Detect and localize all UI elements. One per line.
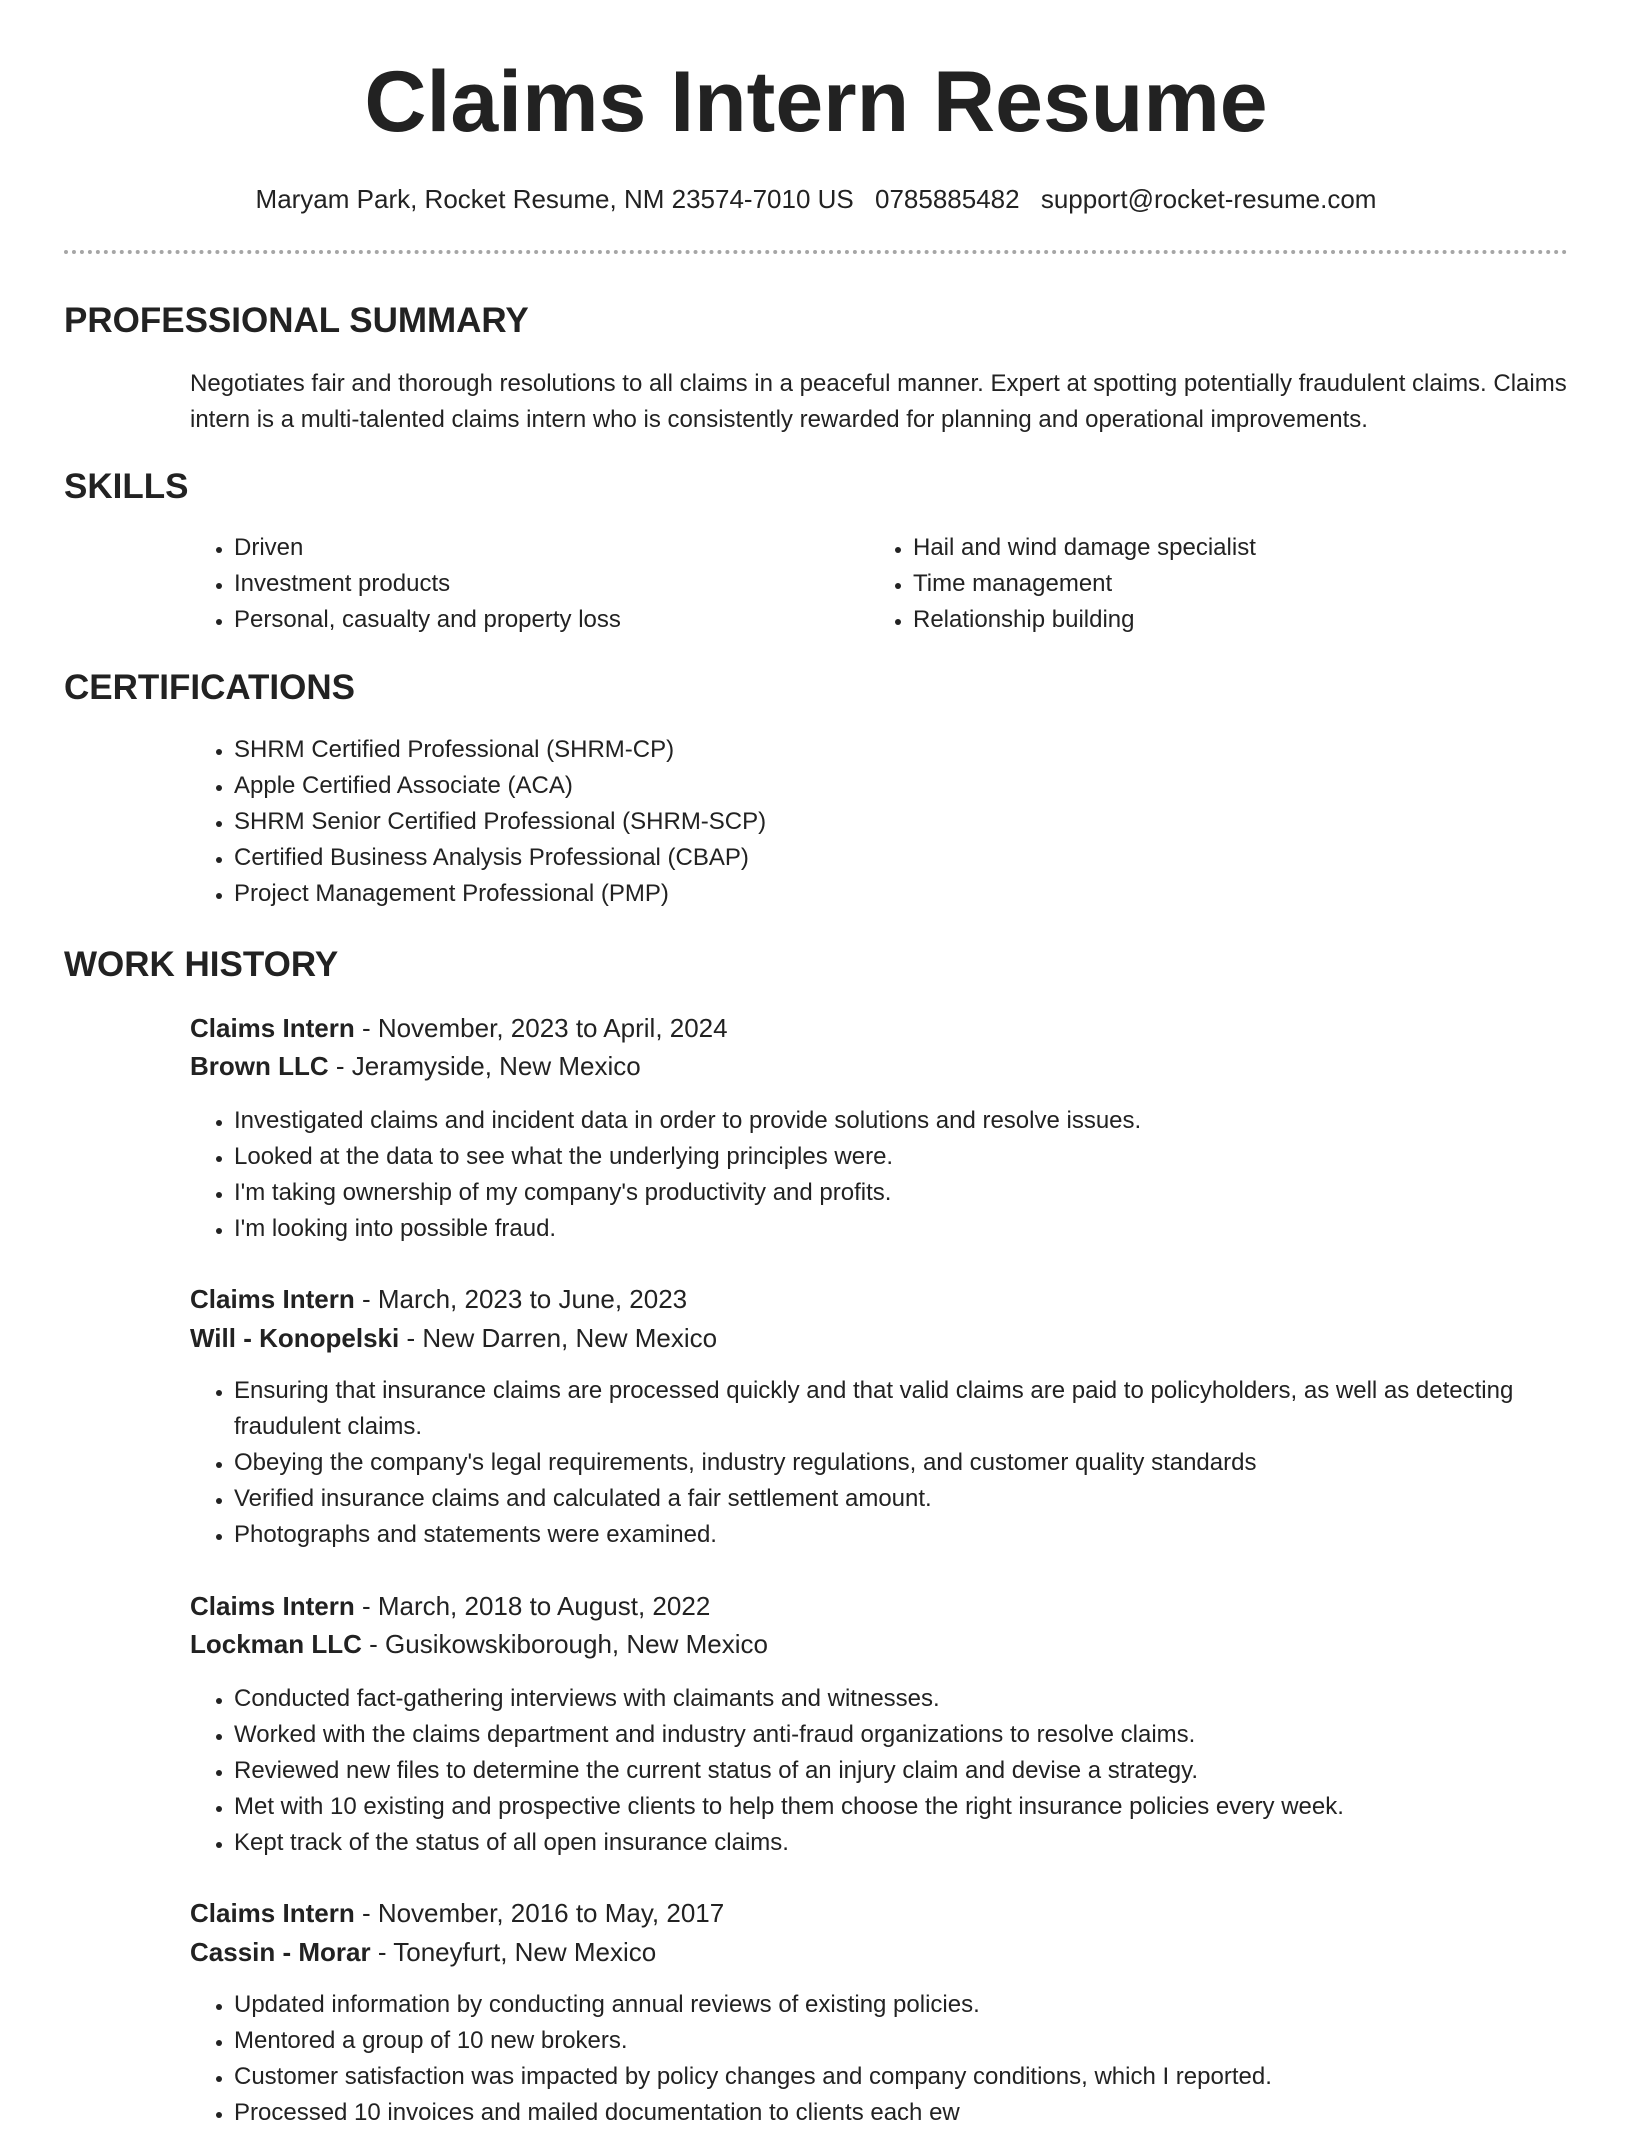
work-history-heading: WORK HISTORY [64, 945, 339, 984]
job-role: Claims Intern [190, 1898, 355, 1928]
list-item: • Ensuring that insurance claims are processed quickly and that valid claims are paid to policyholders, as well as detecting fraudulent claims. [234, 1373, 1614, 1445]
list-item: • Kept track of the status of all open insurance claims. [234, 1825, 1614, 1861]
job-company: Brown LLC [190, 1051, 329, 1081]
summary-heading: PROFESSIONAL SUMMARY [64, 301, 529, 340]
list-item: • Verified insurance claims and calculated a fair settlement amount. [234, 1481, 1614, 1517]
header-divider [64, 250, 1568, 254]
list-item: • Personal, casualty and property loss [234, 602, 874, 638]
job-company-line [190, 1626, 768, 1662]
certifications-heading: CERTIFICATIONS [64, 668, 356, 707]
list-item: • Obeying the company's legal requirements, industry regulations, and customer quality standards [234, 1445, 1614, 1481]
skills-list-right [869, 530, 1593, 638]
certifications-list [190, 732, 1534, 912]
job-company: Lockman LLC [190, 1629, 362, 1659]
skills-list-left [190, 530, 874, 638]
list-item: • Customer satisfaction was impacted by policy changes and company conditions, which I reported. [234, 2059, 1614, 2095]
job-role: Claims Intern [190, 1591, 355, 1621]
list-item: • Reviewed new files to determine the current status of an injury claim and devise a strategy. [234, 1753, 1614, 1789]
contact-line [0, 182, 1632, 216]
contact-address: Maryam Park, Rocket Resume, NM 23574-7010 US [255, 184, 854, 214]
job-bullets [190, 1681, 1614, 1861]
job-dates: - November, 2023 to April, 2024 [354, 1013, 728, 1043]
list-item: • Photographs and statements were examined. [234, 1517, 1614, 1553]
list-item: • Investigated claims and incident data in order to provide solutions and resolve issues. [234, 1103, 1614, 1139]
job-title-line [190, 1010, 728, 1046]
list-item: • Investment products [234, 566, 874, 602]
list-item: • Apple Certified Associate (ACA) [234, 768, 1534, 804]
contact-email: support@rocket-resume.com [1040, 184, 1377, 214]
list-item: • Time management [913, 566, 1593, 602]
list-item: • Conducted fact-gathering interviews with claimants and witnesses. [234, 1681, 1614, 1717]
list-item: • SHRM Certified Professional (SHRM-CP) [234, 732, 1534, 768]
job-bullets [190, 1373, 1614, 1553]
job-company-line [190, 1048, 641, 1084]
job-location: - Gusikowskiborough, New Mexico [361, 1629, 768, 1659]
list-item: • Certified Business Analysis Professional (CBAP) [234, 840, 1534, 876]
job-dates: - November, 2016 to May, 2017 [354, 1898, 725, 1928]
job-location: - Jeramyside, New Mexico [328, 1051, 641, 1081]
job-title-line [190, 1588, 710, 1624]
job-role: Claims Intern [190, 1284, 355, 1314]
contact-phone: 0785885482 [875, 184, 1020, 214]
job-company: Will - Konopelski [190, 1323, 400, 1353]
summary-text: Negotiates fair and thorough resolutions to all claims in a peaceful manner. Expert at spotting potentially fraudulent claims. Claims intern is a multi-talented claims intern who is consistently rewarded for planning and operational improvements. [190, 370, 1567, 433]
list-item: • Hail and wind damage specialist [913, 530, 1593, 566]
job-dates: - March, 2018 to August, 2022 [354, 1591, 711, 1621]
job-location: - Toneyfurt, New Mexico [370, 1937, 657, 1967]
job-location: - New Darren, New Mexico [399, 1323, 718, 1353]
job-role: Claims Intern [190, 1013, 355, 1043]
job-company-line [190, 1934, 656, 1970]
job-company-line [190, 1320, 717, 1356]
job-dates: - March, 2023 to June, 2023 [354, 1284, 688, 1314]
list-item: • Looked at the data to see what the underlying principles were. [234, 1139, 1614, 1175]
list-item: • Mentored a group of 10 new brokers. [234, 2023, 1614, 2059]
list-item: • Relationship building [913, 602, 1593, 638]
job-title-line [190, 1281, 687, 1317]
job-company: Cassin - Morar [190, 1937, 371, 1967]
list-item: • Met with 10 existing and prospective clients to help them choose the right insurance policies every week. [234, 1789, 1614, 1825]
list-item: • Driven [234, 530, 874, 566]
list-item: • Processed 10 invoices and mailed documentation to clients each ew [234, 2095, 1614, 2131]
job-bullets [190, 1103, 1614, 1247]
list-item: • I'm taking ownership of my company's productivity and profits. [234, 1175, 1614, 1211]
list-item: • Project Management Professional (PMP) [234, 876, 1534, 912]
job-bullets [190, 1987, 1614, 2131]
list-item: • Updated information by conducting annual reviews of existing policies. [234, 1987, 1614, 2023]
page-title: Claims Intern Resume [364, 54, 1268, 150]
list-item: • SHRM Senior Certified Professional (SHRM-SCP) [234, 804, 1534, 840]
skills-heading: SKILLS [64, 467, 189, 506]
list-item: • Worked with the claims department and industry anti-fraud organizations to resolve claims. [234, 1717, 1614, 1753]
list-item: • I'm looking into possible fraud. [234, 1211, 1614, 1247]
job-title-line [190, 1895, 724, 1931]
